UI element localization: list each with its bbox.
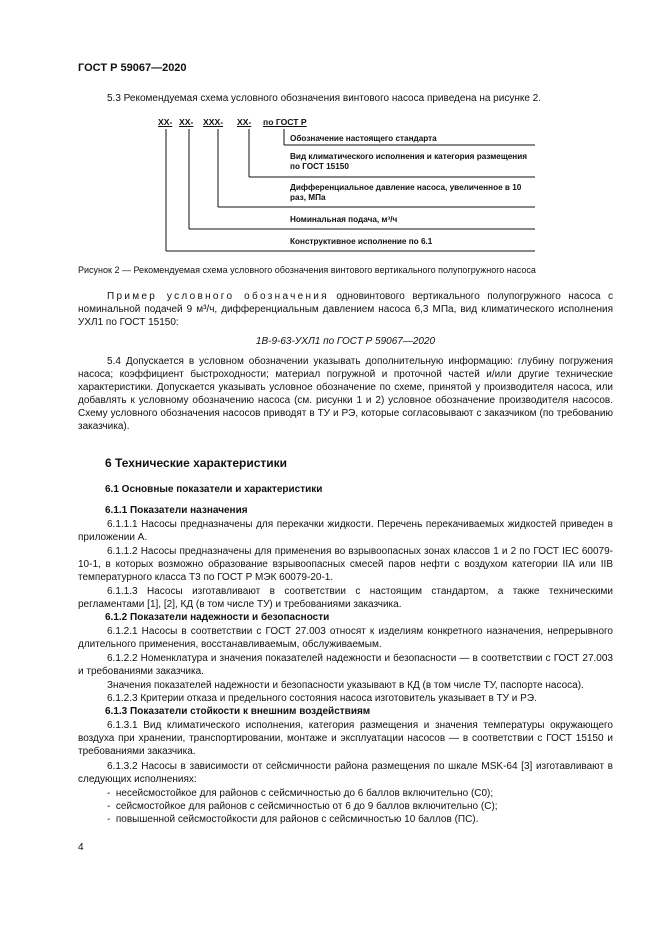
- example-lead: Пример условного обозначения: [107, 291, 329, 302]
- paragraph-6-1-2-2: 6.1.2.2 Номенклатура и значения показателей надежности и безопасности — в соответствии с ГОСТ 27.003 и требованиями заказчика.: [78, 653, 613, 677]
- paragraph-6-1-1-1: 6.1.1.1 Насосы предназначены для перекачки жидкости. Перечень перекачиваемых жидкостей приведен в приложении А.: [78, 519, 613, 543]
- paragraph-6-1-2-3: 6.1.2.3 Критерии отказа и предельного состояния насоса изготовитель указывает в ТУ и РЭ.: [107, 693, 537, 704]
- section-6-1-3-title: 6.1.3 Показатели стойкости к внешним воздействиям: [105, 706, 371, 717]
- section-6-title: 6 Технические характеристики: [105, 456, 288, 470]
- page-number: 4: [78, 842, 84, 853]
- code-part-4: ХХ-: [237, 117, 252, 127]
- paragraph-6-1-2-2b: Значения показателей надежности и безопасности указывают в КД (в том числе ТУ, паспорте насоса).: [107, 680, 584, 691]
- section-6-1-1-title: 6.1.1 Показатели назначения: [105, 505, 248, 516]
- paragraph-6-1-1-3: 6.1.1.3 Насосы изготавливают в соответствии с настоящим стандартом, а также техническими регламентами [1], [2], КД (в том числе ТУ) и требованиями заказчика.: [78, 586, 613, 610]
- label-pressure: Дифференциальное давление насоса, увеличенное в 10 раз, МПа: [290, 183, 522, 202]
- code-part-standard: по ГОСТ Р: [263, 117, 307, 127]
- figure-caption: Рисунок 2 — Рекомендуемая схема условного обозначения винтового вертикального полупогружного насоса: [78, 265, 536, 275]
- example-text: одновинтового вертикального полупогружного насоса с номинальной подачей 9 м³/ч, дифференциальным давлением насоса 6,3 МПа, вид климатического исполнения УХЛ1 по ГОСТ 15150:: [78, 291, 613, 328]
- paragraph-6-1-2-1: 6.1.2.1 Насосы в соответствии с ГОСТ 27.003 относят к изделиям конкретного назначения, непрерывного длительного применения, восстанавливаемым, обслуживаемым.: [78, 626, 613, 650]
- diagram-lines: [0, 0, 661, 300]
- list-item: - повышенной сейсмостойкости для районов с сейсмичностью 10 баллов (ПС).: [107, 814, 479, 825]
- code-part-1: ХХ-: [158, 117, 173, 127]
- label-flow: Номинальная подача, м³/ч: [290, 215, 398, 224]
- label-standard: Обозначение настоящего стандарта: [290, 134, 437, 143]
- paragraph-6-1-3-2: 6.1.3.2 Насосы в зависимости от сейсмичности района размещения по шкале MSK-64 [3] изготавливают в следующих исполнениях:: [78, 761, 613, 785]
- example-designation: 1В-9-63-УХЛ1 по ГОСТ Р 59067—2020: [255, 336, 436, 347]
- paragraph-5-3: 5.3 Рекомендуемая схема условного обозначения винтового насоса приведена на рисунке 2.: [107, 93, 542, 104]
- example-paragraph: [78, 290, 613, 329]
- list-item: - сейсмостойкое для районов с сейсмичностью от 6 до 9 баллов включительно (С);: [107, 801, 498, 812]
- code-part-2: ХХ-: [179, 117, 194, 127]
- paragraph-5-4: 5.4 Допускается в условном обозначении указывать дополнительную информацию: глубину погружения насоса; коэффициент быстроходности; материал погружной и проточной частей и/или другие технические характеристики. Допускается указывать условное обозначение по схеме, принятой у производителя насоса, или добавлять к условному обозначению насоса (см. рисунки 1 и 2) условное обозначение производителя насосов. Схему условного обозначения насосов приводят в ТУ и РЭ, которые согласовывают с заказчиком (по требованию заказчика).: [78, 356, 613, 432]
- paragraph-6-1-1-2: 6.1.1.2 Насосы предназначены для применения во взрывоопасных зонах классов 1 и 2 по ГОСТ IEC 60079-10-1, в которых возможно образование взрывоопасных смесей паров нефти с воздухом категории IIA или IIB температурного класса Т3 по ГОСТ Р МЭК 60079-20-1.: [78, 546, 613, 583]
- section-6-1-2-title: 6.1.2 Показатели надежности и безопасности: [105, 612, 330, 623]
- code-part-3: ХХХ-: [203, 117, 224, 127]
- document-header: ГОСТ Р 59067—2020: [78, 62, 187, 74]
- label-climate: Вид климатического исполнения и категория размещения по ГОСТ 15150: [290, 152, 528, 171]
- paragraph-6-1-3-1: 6.1.3.1 Вид климатического исполнения, категория размещения и значения температуры окружающего воздуха при хранении, транспортировании, монтаже и эксплуатации насосов — в соответствии с ГОСТ 15150 и требованиями заказчика.: [78, 720, 613, 757]
- list-item: - несейсмостойкое для районов с сейсмичностью до 6 баллов включительно (С0);: [107, 788, 494, 799]
- section-6-1-title: 6.1 Основные показатели и характеристики: [105, 484, 323, 495]
- label-construction: Конструктивное исполнение по 6.1: [290, 237, 433, 246]
